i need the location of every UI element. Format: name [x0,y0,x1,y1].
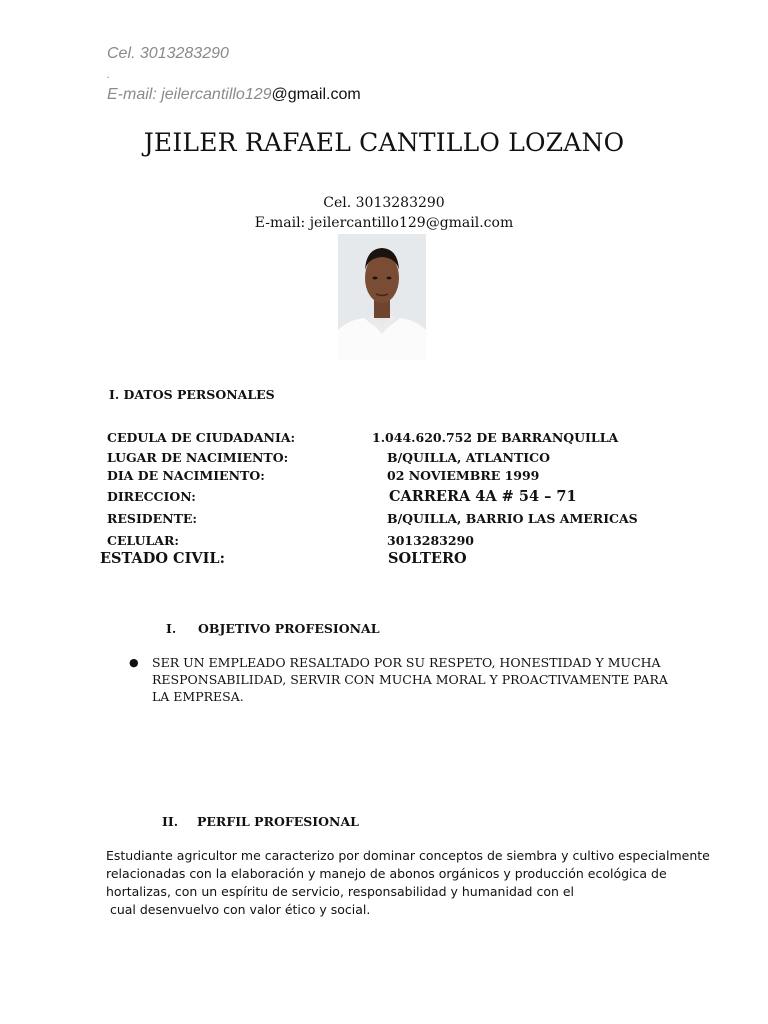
section-heading-objetivo: OBJETIVO PROFESIONAL [198,621,380,636]
contact-cel: Cel. 3013283290 [323,195,445,211]
perfil-line-2: relacionadas con la elaboración y manejo de abonos orgánicos y producción ecológica de [106,866,667,881]
objetivo-line-1: SER UN EMPLEADO RESALTADO POR SU RESPETO, HONESTIDAD Y MUCHA [152,655,661,670]
person-photo-icon [338,234,426,360]
header-email [107,86,361,104]
label-estado-civil: ESTADO CIVIL: [100,550,225,567]
numeral-perfil: II. [162,814,179,829]
profile-photo [338,234,426,360]
section-heading-perfil: PERFIL PROFESIONAL [197,814,359,829]
bullet-icon: ● [129,656,139,669]
numeral-objetivo: I. [166,621,177,636]
value-estado-civil: SOLTERO [388,550,467,567]
candidate-name: JEILER RAFAEL CANTILLO LOZANO [143,128,625,157]
label-celular: CELULAR: [107,533,179,548]
label-residente: RESIDENTE: [107,511,198,526]
header-dot: . [107,67,111,81]
perfil-line-1: Estudiante agricultor me caracterizo por dominar conceptos de siembra y cultivo especialmente [106,848,710,863]
value-direccion: CARRERA 4A # 54 – 71 [389,488,577,505]
value-residente: B/QUILLA, BARRIO LAS AMERICAS [387,511,638,526]
contact-email: E-mail: jeilercantillo129@gmail.com [254,215,514,231]
header-email-prefix: E-mail: jeilercantillo129 [107,86,272,103]
value-celular: 3013283290 [387,533,474,548]
value-dia-nacimiento: 02 NOVIEMBRE 1999 [387,468,540,483]
label-cedula: CEDULA DE CIUDADANIA: [107,430,296,445]
label-direccion: DIRECCION: [107,489,196,504]
value-lugar-nacimiento: B/QUILLA, ATLANTICO [387,450,550,465]
label-lugar-nacimiento: LUGAR DE NACIMIENTO: [107,450,289,465]
perfil-line-3: hortalizas, con un espíritu de servicio, responsabilidad y humanidad con el [106,884,575,899]
section-heading-datos: I. DATOS PERSONALES [109,387,275,402]
label-dia-nacimiento: DIA DE NACIMIENTO: [107,468,265,483]
objetivo-line-2: RESPONSABILIDAD, SERVIR CON MUCHA MORAL Y PROACTIVAMENTE PARA [152,672,668,687]
value-cedula: 1.044.620.752 DE BARRANQUILLA [372,430,619,445]
objetivo-line-3: LA EMPRESA. [152,689,244,704]
header-email-domain: @gmail.com [271,86,361,103]
perfil-line-4: cual desenvuelvo con valor ético y social. [106,902,371,917]
header-cel: Cel. 3013283290 [107,45,229,62]
